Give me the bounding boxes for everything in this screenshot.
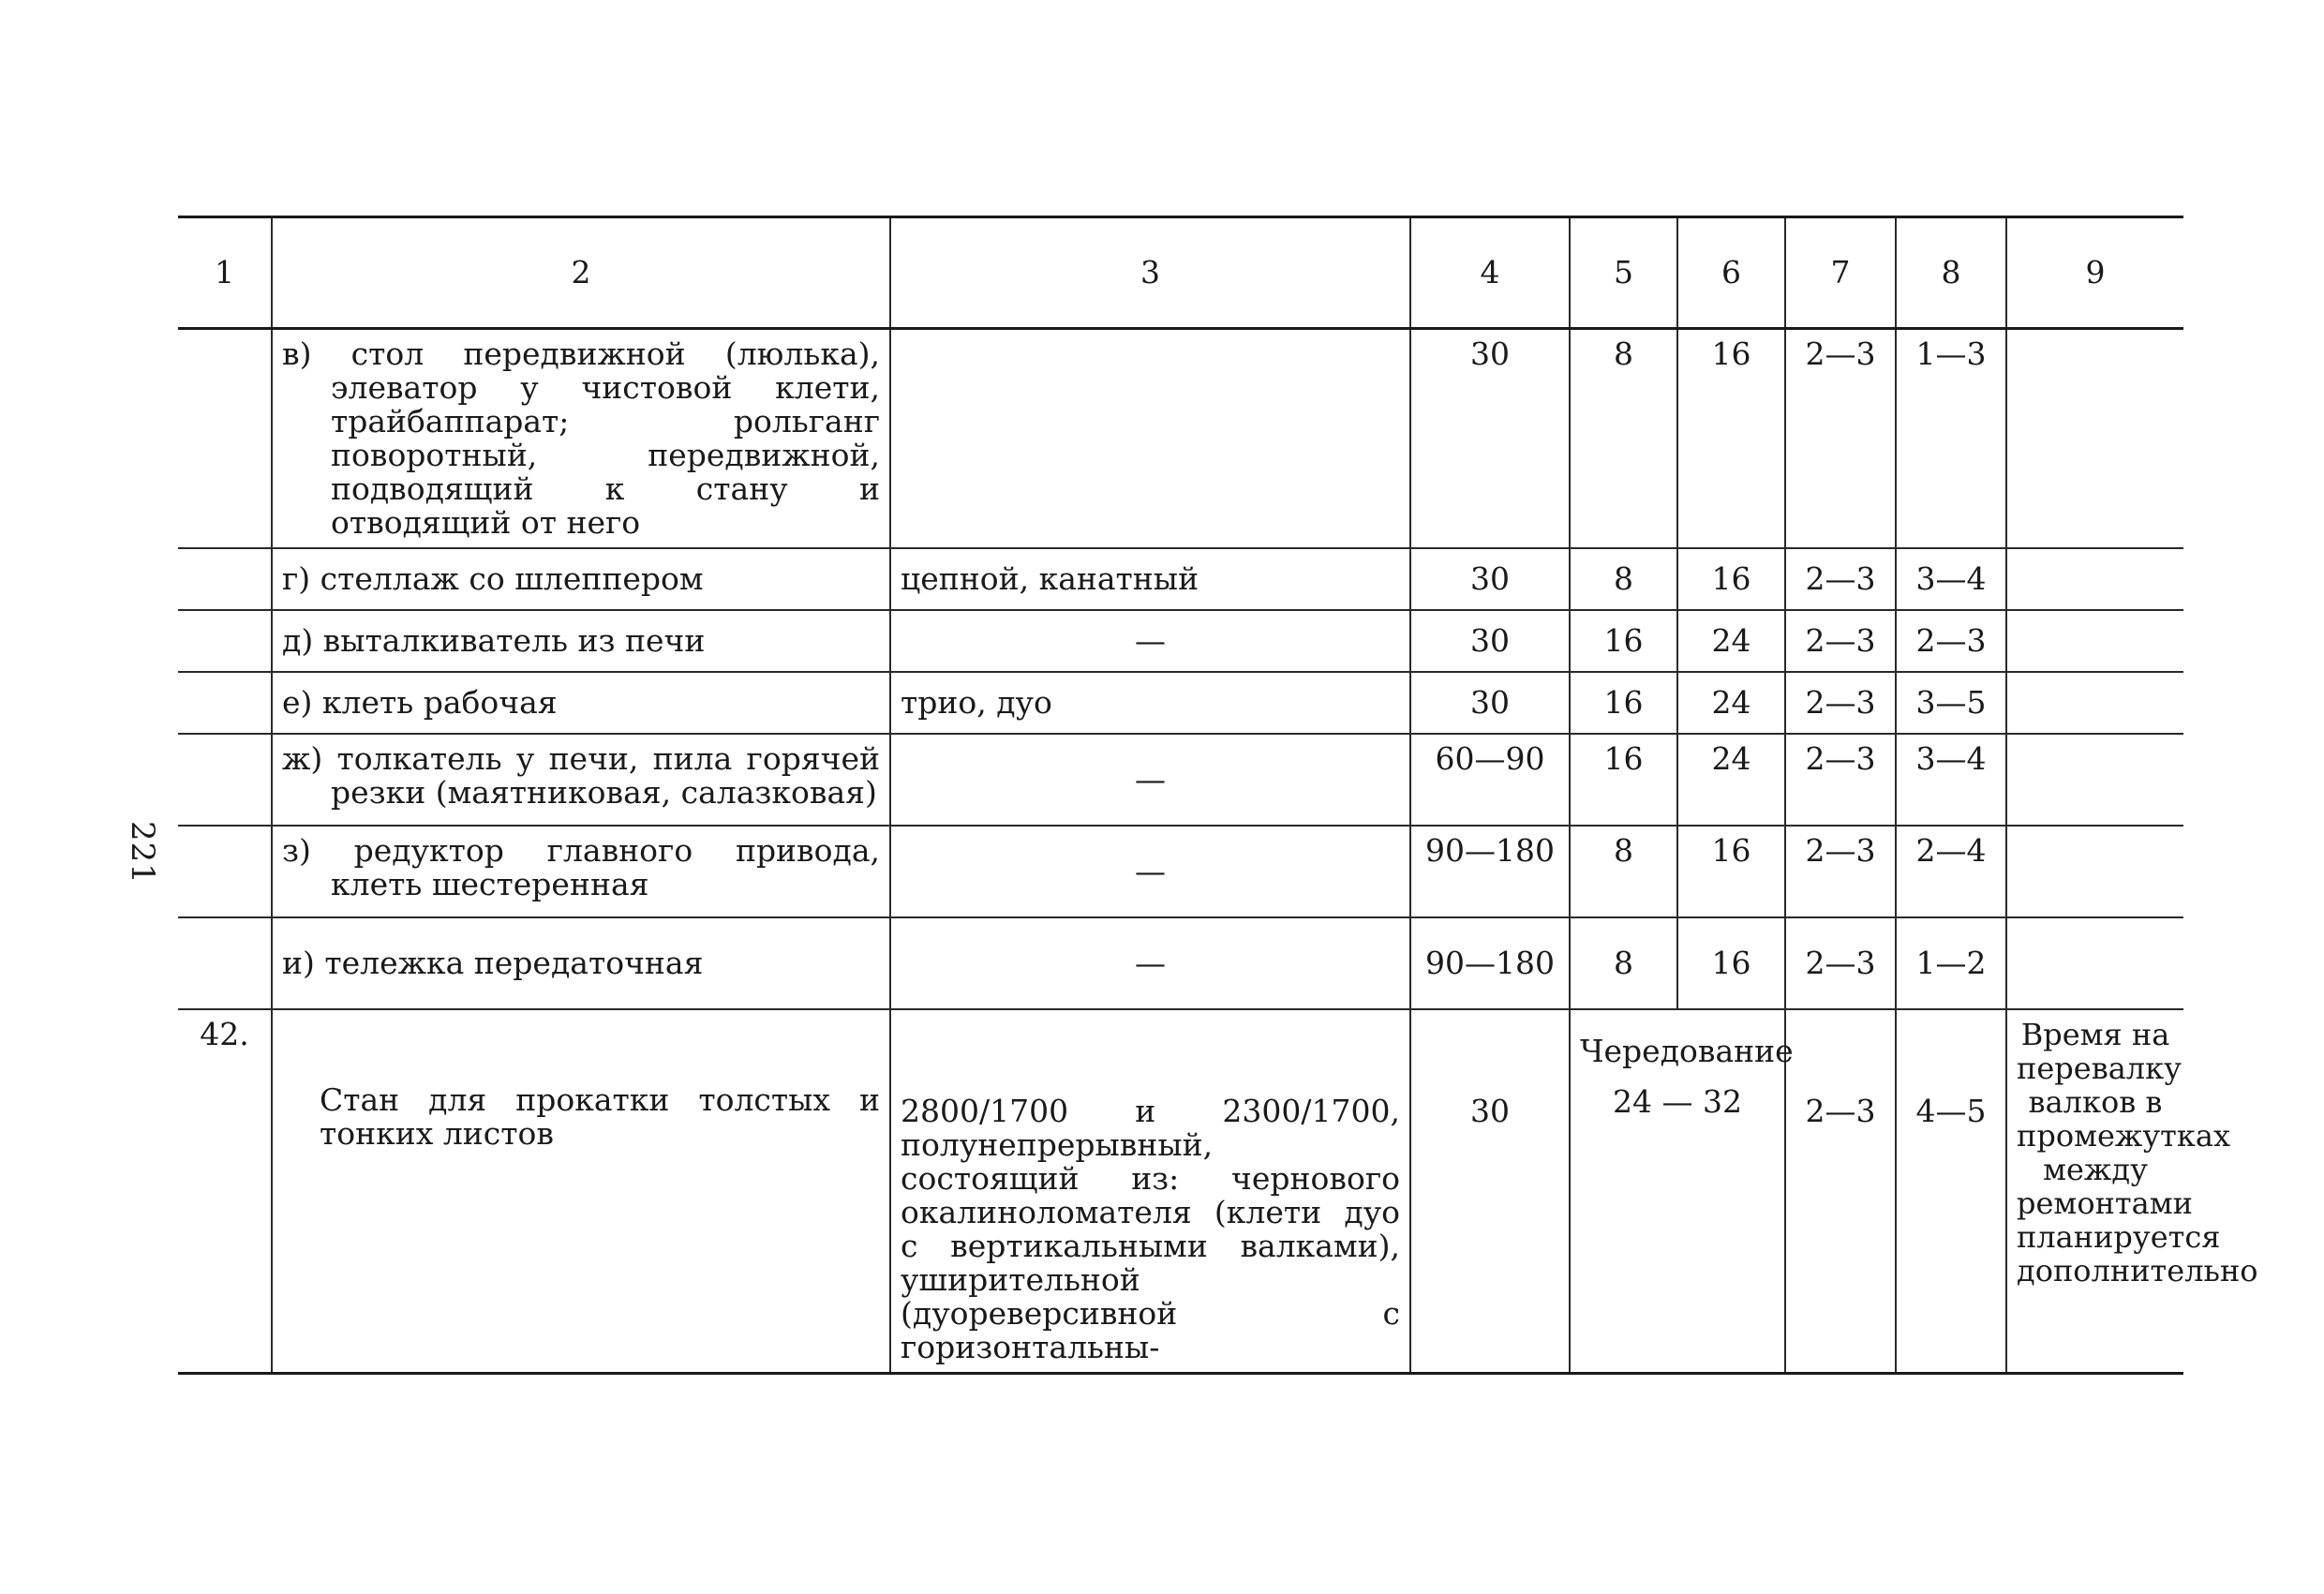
cell-col-5: 16	[1570, 672, 1677, 734]
equipment-type: —	[890, 826, 1410, 917]
cell-col-5: 16	[1570, 734, 1677, 826]
row-number: 42.	[178, 1009, 272, 1374]
equipment-name: д) выталкиватель из печи	[272, 610, 890, 672]
equipment-type: —	[890, 734, 1410, 826]
cell-col-4: 30	[1410, 1009, 1570, 1374]
alternation-label: Чередование	[1580, 1033, 1794, 1069]
cell-col-8: 4—5	[1896, 1009, 2006, 1374]
cell-col-5: 8	[1570, 917, 1677, 1009]
cell-col-8: 2—3	[1896, 610, 2006, 672]
header-row	[178, 217, 2183, 329]
equipment-type: —	[890, 610, 1410, 672]
table-row	[178, 610, 2183, 672]
table-row	[178, 548, 2183, 610]
alternation-cell	[1570, 1009, 1794, 1374]
row-number	[178, 329, 272, 549]
cell-col-5: 8	[1570, 826, 1677, 917]
cell-col-8: 1—3	[1896, 329, 2006, 549]
cell-col-9	[2006, 329, 2183, 549]
cell-col-9	[2006, 917, 2183, 1009]
equipment-repair-table	[178, 216, 2258, 1375]
cell-col-5: 16	[1570, 610, 1677, 672]
equipment-type: цепной, канатный	[890, 548, 1410, 610]
cell-col-4: 60—90	[1410, 734, 1570, 826]
cell-col-7: 2—3	[1785, 917, 1896, 1009]
alternation-value: 24 — 32	[1613, 1083, 1742, 1120]
cell-col-7: 2—3	[1785, 610, 1896, 672]
header-col-6: 6	[1677, 217, 1785, 329]
cell-col-7: 2—3	[1785, 1009, 1896, 1374]
cell-col-6: 24	[1677, 672, 1785, 734]
cell-col-9	[2006, 734, 2183, 826]
cell-col-8: 1—2	[1896, 917, 2006, 1009]
cell-col-9	[2006, 548, 2183, 610]
cell-col-6: 16	[1677, 329, 1785, 549]
table-row	[178, 917, 2183, 1009]
row-number	[178, 917, 272, 1009]
table-row	[178, 672, 2183, 734]
header-col-1: 1	[178, 217, 272, 329]
cell-col-7: 2—3	[1785, 826, 1896, 917]
equipment-name: ж) толкатель у печи, пила горячей резки (маятниковая, салазковая)	[272, 734, 890, 826]
header-col-2: 2	[272, 217, 890, 329]
equipment-type	[890, 329, 1410, 549]
equipment-name: з) редуктор главного привода, клеть шестеренная	[272, 826, 890, 917]
cell-col-4: 90—180	[1410, 826, 1570, 917]
row-number	[178, 734, 272, 826]
equipment-name: г) стеллаж со шлеппером	[272, 548, 890, 610]
page-number: 221	[123, 821, 161, 885]
table-row	[178, 826, 2183, 917]
equipment-name: и) тележка передаточная	[272, 917, 890, 1009]
row-number	[178, 548, 272, 610]
equipment-type: трио, дуо	[890, 672, 1410, 734]
row-number	[178, 672, 272, 734]
cell-col-7: 2—3	[1785, 548, 1896, 610]
cell-col-7: 2—3	[1785, 329, 1896, 549]
header-col-8: 8	[1896, 217, 2006, 329]
equipment-name: в) стол передвижной (люлька), элеватор у чистовой клети, трайбаппарат; рольганг поворотный, передвижной, подводящий к стану и отводящий от него	[272, 329, 890, 549]
equipment-type: —	[890, 917, 1410, 1009]
cell-col-6: 16	[1677, 826, 1785, 917]
cell-col-4: 90—180	[1410, 917, 1570, 1009]
cell-col-6: 24	[1677, 734, 1785, 826]
cell-col-6: 24	[1677, 610, 1785, 672]
cell-col-9	[2006, 610, 2183, 672]
header-col-7: 7	[1785, 217, 1896, 329]
cell-col-8: 3—5	[1896, 672, 2006, 734]
cell-col-8: 3—4	[1896, 548, 2006, 610]
row-number	[178, 826, 272, 917]
cell-col-5: 8	[1570, 548, 1677, 610]
cell-col-9	[2006, 672, 2183, 734]
row-number	[178, 610, 272, 672]
cell-col-9: Время на перевалку валков в промежутках между ремонтами планируется дополнительно	[2006, 1009, 2183, 1374]
cell-col-8: 3—4	[1896, 734, 2006, 826]
cell-col-4: 30	[1410, 329, 1570, 549]
header-col-3: 3	[890, 217, 1410, 329]
table-row	[178, 734, 2183, 826]
header-col-9: 9	[2006, 217, 2183, 329]
table-row	[178, 329, 2183, 549]
equipment-type: 2800/1700 и 2300/1700, полунепрерывный, состоящий из: чернового окалиноломателя (клети дуо с вертикальными валками), уширительной (дуореверсивной с горизонтальны-	[890, 1009, 1410, 1374]
cell-col-6: 16	[1677, 917, 1785, 1009]
equipment-name: Стан для прокатки толстых и тонких листов	[272, 1009, 890, 1374]
cell-col-4: 30	[1410, 610, 1570, 672]
cell-col-4: 30	[1410, 548, 1570, 610]
header-col-4: 4	[1410, 217, 1570, 329]
cell-col-9	[2006, 826, 2183, 917]
header-col-5: 5	[1570, 217, 1677, 329]
cell-col-5: 8	[1570, 329, 1677, 549]
cell-col-7: 2—3	[1785, 672, 1896, 734]
equipment-name: е) клеть рабочая	[272, 672, 890, 734]
table-row	[178, 1009, 2183, 1374]
cell-col-7: 2—3	[1785, 734, 1896, 826]
cell-col-8: 2—4	[1896, 826, 2006, 917]
cell-col-4: 30	[1410, 672, 1570, 734]
cell-col-6: 16	[1677, 548, 1785, 610]
